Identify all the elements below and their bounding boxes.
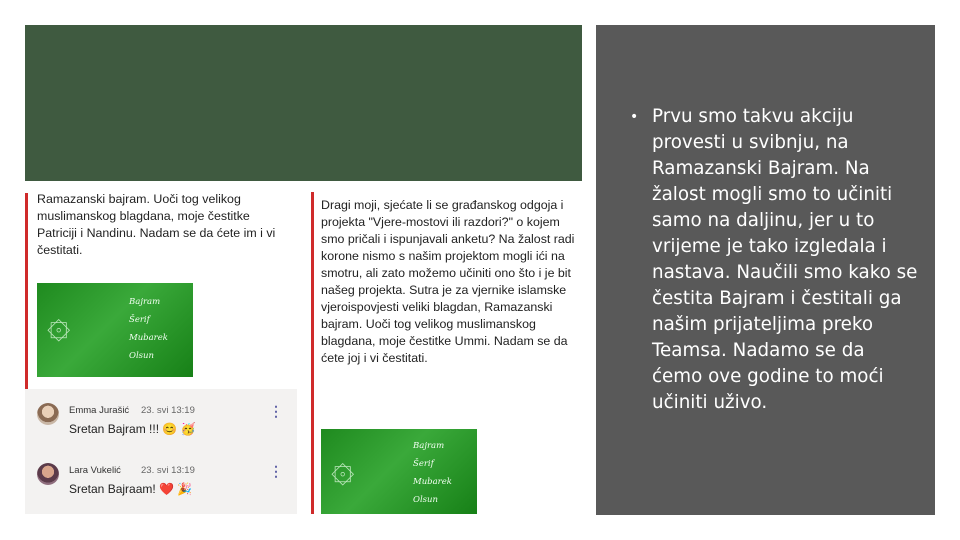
left-post-text: Ramazanski bajram. Uoči tog velikog muslimanskog blagdana, moje čestitke Patriciji i Nandinu. Nadam se da ćete im i vi čestitati.: [37, 192, 276, 257]
bullet-item: [630, 104, 920, 416]
comment-item: [25, 453, 297, 513]
greeting-line: Mubarek: [129, 333, 168, 343]
greeting-line: Olsun: [129, 351, 154, 361]
comment-author[interactable]: Lara Vukelić: [69, 465, 121, 476]
bullet-list: [630, 104, 920, 416]
comment-text: Sretan Bajraam! ❤️ 🎉: [69, 482, 193, 496]
post-accent-bar: [25, 193, 28, 389]
post-accent-bar: [311, 192, 314, 514]
greeting-line: Šerif: [413, 459, 434, 469]
bullet-text: Prvu smo takvu akciju provesti u svibnju, na Ramazanski Bajram. Na žalost mogli smo to učiniti samo na daljinu, jer u to vrijeme je tako izgledala i nastava. Naučili smo kako se čestita Bajram i čestitali ga našim prijateljima preko Teamsa. Nadamo se da ćemo ove godine to moći učiniti uživo.: [652, 106, 918, 413]
header-band: [25, 25, 582, 181]
more-options-icon[interactable]: ⋮: [269, 403, 283, 419]
bajram-greeting-image: [321, 429, 477, 514]
comment-thread: [25, 389, 297, 514]
greeting-line: Olsun: [413, 495, 438, 505]
comment-time: 23. svi 13:19: [141, 405, 195, 416]
avatar[interactable]: [37, 463, 59, 485]
right-post-text: Dragi moji, sjećate li se građanskog odgoja i projekta "Vjere-mostovi ili razdori?" o kojem smo pričali i ispunjavali anketu? Na žalost radi korone nismo s našim projektom mogli ići na smotru, ali zato možemo učiniti ono što i je bit našeg projekta. Sutra je za vjernike islamske vjeroispovjesti veliki blagdan, Ramazanski bajram. Uoči tog velikog muslimanskog blagdana, moje čestitke Ummi. Nadam se da ćete joj i vi čestitati.: [321, 198, 575, 365]
left-post-screenshot: [25, 181, 297, 514]
right-post-screenshot: [311, 192, 582, 514]
calligraphy-ornament-icon: ۞: [47, 301, 71, 347]
comment-author[interactable]: Emma Jurašić: [69, 405, 130, 416]
comment-text: Sretan Bajram !!! 😊 🥳: [69, 422, 196, 436]
greeting-line: Bajram: [413, 441, 445, 451]
comment-item: [25, 393, 297, 453]
more-options-icon[interactable]: ⋮: [269, 463, 283, 479]
greeting-line: Mubarek: [413, 477, 452, 487]
greeting-line: Šerif: [129, 315, 150, 325]
bajram-greeting-image: [37, 283, 193, 377]
greeting-line: Bajram: [129, 297, 161, 307]
bullet-dot-icon: •: [630, 109, 639, 125]
avatar[interactable]: [37, 403, 59, 425]
comment-time: 23. svi 13:19: [141, 465, 195, 476]
calligraphy-ornament-icon: ۞: [331, 445, 355, 491]
